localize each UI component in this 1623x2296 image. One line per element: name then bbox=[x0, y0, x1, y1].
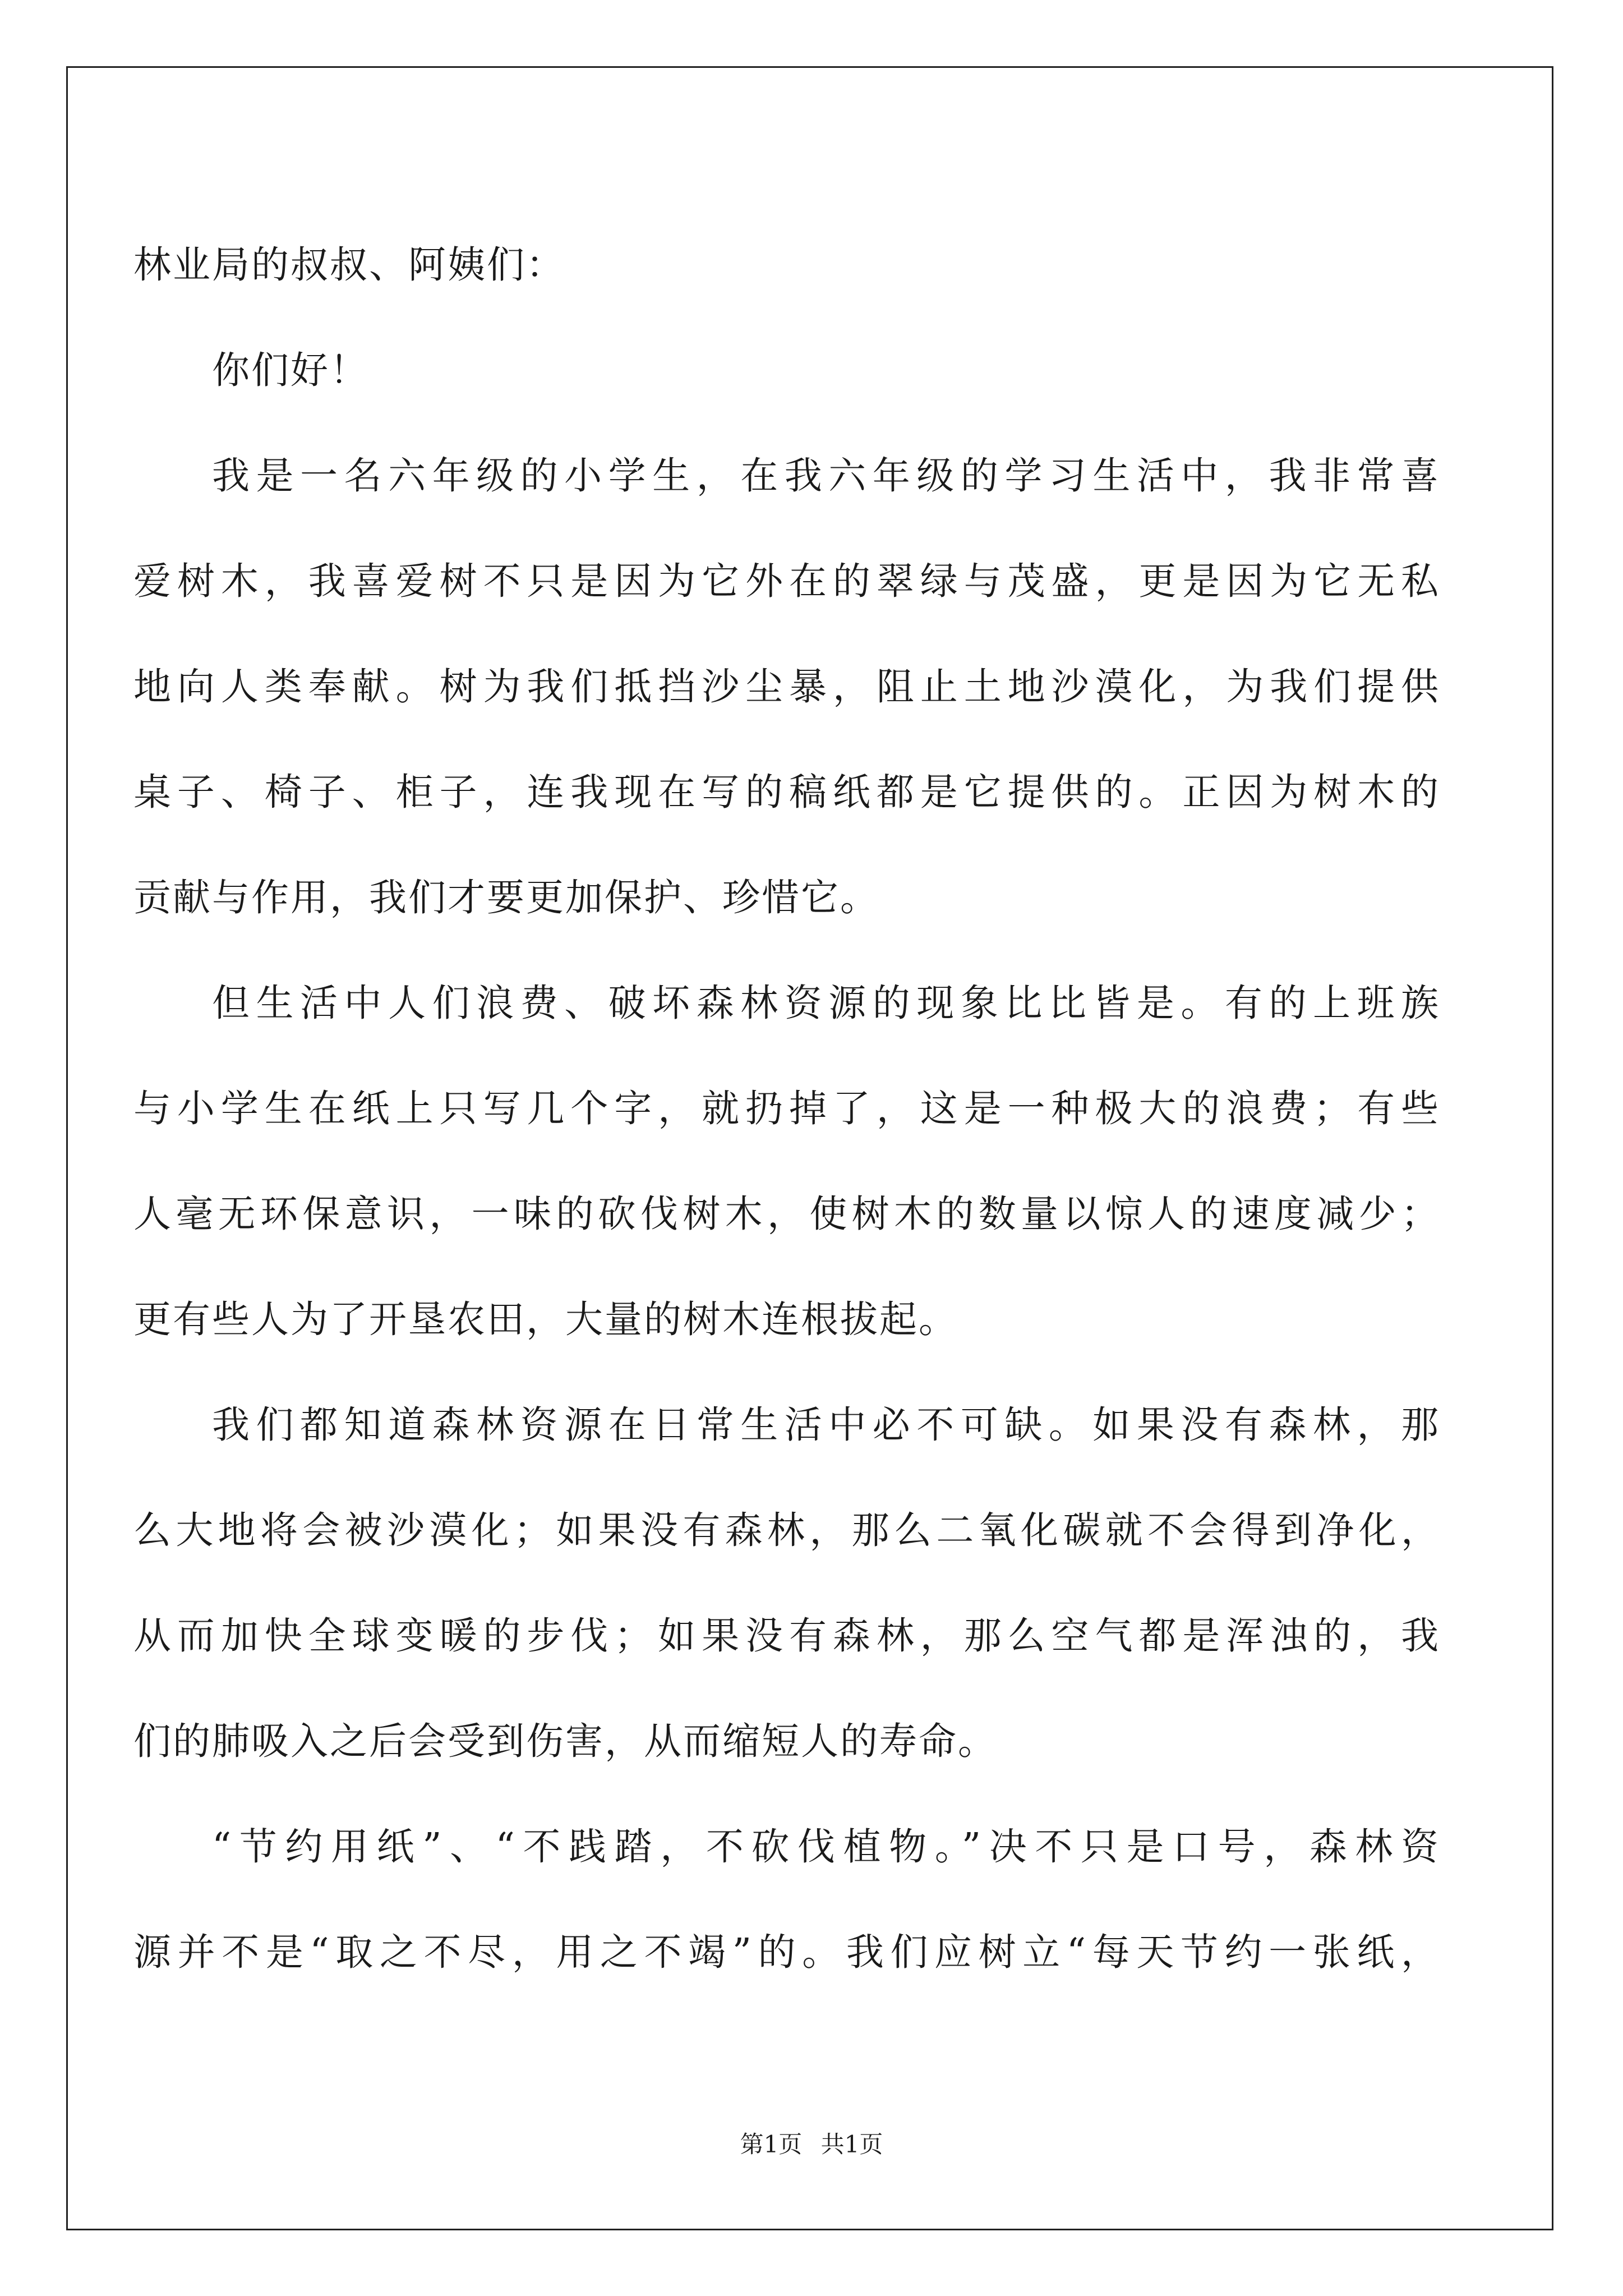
paragraph-line: 我是一名六年级的小学生，在我六年级的学习生活中，我非常喜 bbox=[212, 454, 1440, 498]
paragraph-line: 么大地将会被沙漠化；如果没有森林，那么二氧化碳就不会得到净化， bbox=[133, 1508, 1440, 1552]
paragraph-line: 人毫无环保意识，一味的砍伐树木，使树木的数量以惊人的速度减少； bbox=[133, 1192, 1440, 1236]
paragraph-line: 我们都知道森林资源在日常生活中必不可缺。如果没有森林，那 bbox=[212, 1403, 1440, 1447]
page-footer bbox=[0, 2126, 1623, 2160]
paragraph-line: 源并不是“取之不尽，用之不竭”的。我们应树立“每天节约一张纸， bbox=[133, 1930, 1440, 1974]
paragraph-line: 爱树木，我喜爱树不只是因为它外在的翠绿与茂盛，更是因为它无私 bbox=[133, 559, 1440, 603]
salutation: 林业局的叔叔、阿姨们： bbox=[133, 243, 565, 287]
paragraph-line: 桌子、椅子、柜子，连我现在写的稿纸都是它提供的。正因为树木的 bbox=[133, 770, 1440, 814]
paragraph-line: 更有些人为了开垦农田，大量的树木连根拔起。 bbox=[133, 1297, 958, 1341]
paragraph-line: 贡献与作用，我们才要更加保护、珍惜它。 bbox=[133, 876, 879, 919]
paragraph-line: 从而加快全球变暖的步伐；如果没有森林，那么空气都是浑浊的，我 bbox=[133, 1614, 1440, 1658]
page-total: 共1页 bbox=[820, 2131, 883, 2158]
paragraph-line: 与小学生在纸上只写几个字，就扔掉了，这是一种极大的浪费；有些 bbox=[133, 1087, 1440, 1130]
greeting: 你们好！ bbox=[212, 348, 369, 392]
letter-body bbox=[133, 212, 1440, 2005]
paragraph-line: 但生活中人们浪费、破坏森林资源的现象比比皆是。有的上班族 bbox=[212, 981, 1440, 1025]
page-number: 第1页 bbox=[740, 2131, 803, 2158]
paragraph-line: “节约用纸”、“不践踏，不砍伐植物。”决不只是口号，森林资 bbox=[212, 1825, 1440, 1869]
paragraph-line: 们的肺吸入之后会受到伤害，从而缩短人的寿命。 bbox=[133, 1719, 997, 1763]
paragraph-line: 地向人类奉献。树为我们抵挡沙尘暴，阻止土地沙漠化，为我们提供 bbox=[133, 665, 1440, 708]
